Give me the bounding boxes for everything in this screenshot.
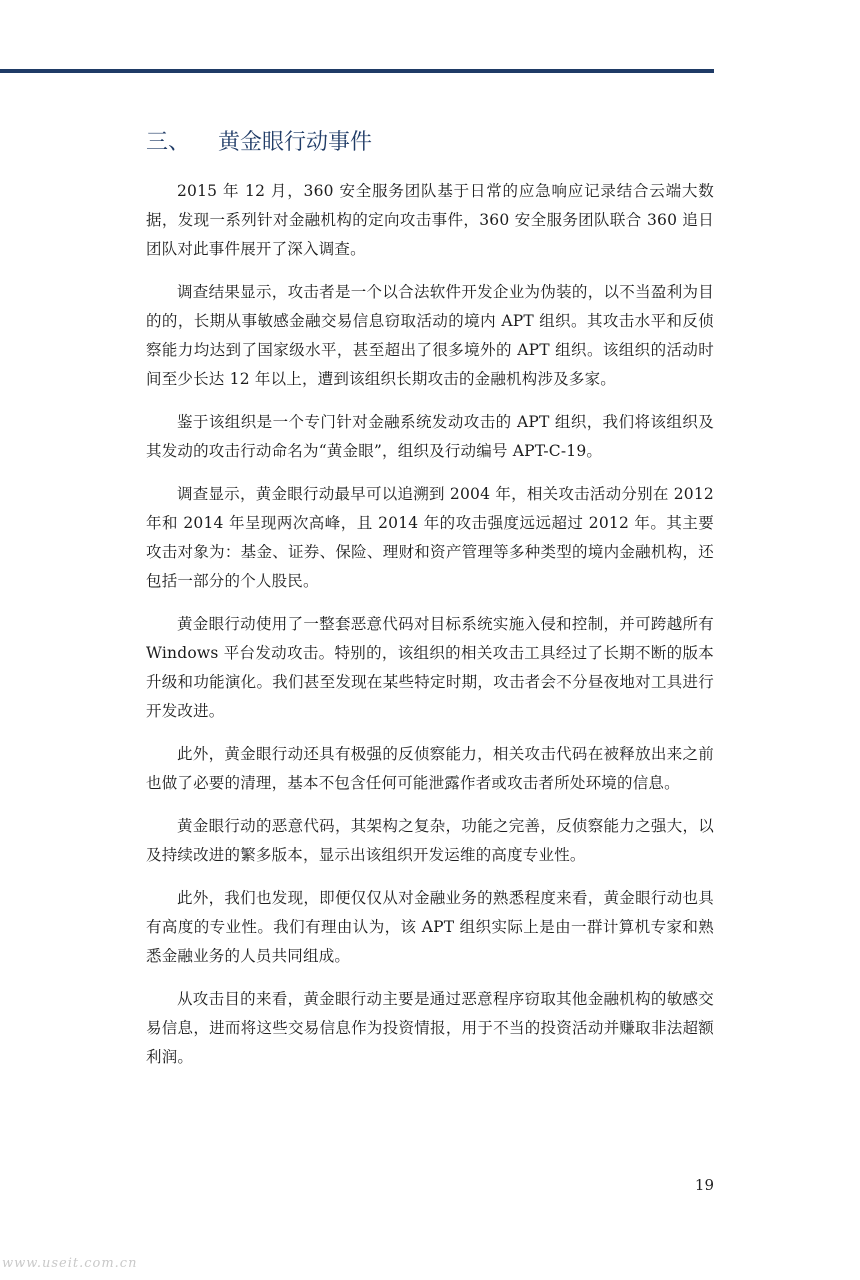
paragraph: 黄金眼行动的恶意代码，其架构之复杂，功能之完善，反侦察能力之强大，以及持续改进的繁多版本，显示出该组织开发运维的高度专业性。 [146,817,714,864]
paragraph: 从攻击目的来看，黄金眼行动主要是通过恶意程序窃取其他金融机构的敏感交易信息，进而将这些交易信息作为投资情报，用于不当的投资活动并赚取非法超额利润。 [146,990,714,1066]
paragraph: 调查结果显示，攻击者是一个以合法软件开发企业为伪装的，以不当盈利为目的的，长期从事敏感金融交易信息窃取活动的境内 APT 组织。其攻击水平和反侦察能力均达到了国家级水平，甚至超出了很多境外的 APT 组织。该组织的活动时间至少长达 12 年以上，遭到该组织长期攻击的金融机构涉及多家。 [146,283,714,388]
paragraph: 调查显示，黄金眼行动最早可以追溯到 2004 年，相关攻击活动分别在 2012 年和 2014 年呈现两次高峰，且 2014 年的攻击强度远远超过 2012 年。其主要攻击对象为：基金、证券、保险、理财和资产管理等多种类型的境内金融机构，还包括一部分的个人股民。 [146,485,714,590]
paragraph: 2015 年 12 月，360 安全服务团队基于日常的应急响应记录结合云端大数据，发现一系列针对金融机构的定向攻击事件，360 安全服务团队联合 360 追日团队对此事件展开了深入调查。 [146,182,714,258]
page-number: 19 [694,1176,714,1194]
paragraph: 鉴于该组织是一个专门针对金融系统发动攻击的 APT 组织，我们将该组织及其发动的攻击行动命名为“黄金眼”，组织及行动编号 APT-C-19。 [146,413,714,460]
paragraph: 黄金眼行动使用了一整套恶意代码对目标系统实施入侵和控制，并可跨越所有 Windows 平台发动攻击。特别的，该组织的相关攻击工具经过了长期不断的版本升级和功能演化。我们甚至发现在某些特定时期，攻击者会不分昼夜地对工具进行开发改进。 [146,615,714,720]
body-text [146,177,714,1086]
paragraph: 此外，黄金眼行动还具有极强的反侦察能力，相关攻击代码在被释放出来之前也做了必要的清理，基本不包含任何可能泄露作者或攻击者所处环境的信息。 [146,745,714,792]
paragraph: 此外，我们也发现，即便仅仅从对金融业务的熟悉程度来看，黄金眼行动也具有高度的专业性。我们有理由认为，该 APT 组织实际上是由一群计算机专家和熟悉金融业务的人员共同组成。 [146,889,714,965]
watermark: www.useit.com.cn [2,1256,138,1271]
section-heading [146,126,372,160]
header-rule [0,69,714,73]
section-number: 三、 [146,130,191,155]
section-title: 黄金眼行动事件 [218,130,373,155]
